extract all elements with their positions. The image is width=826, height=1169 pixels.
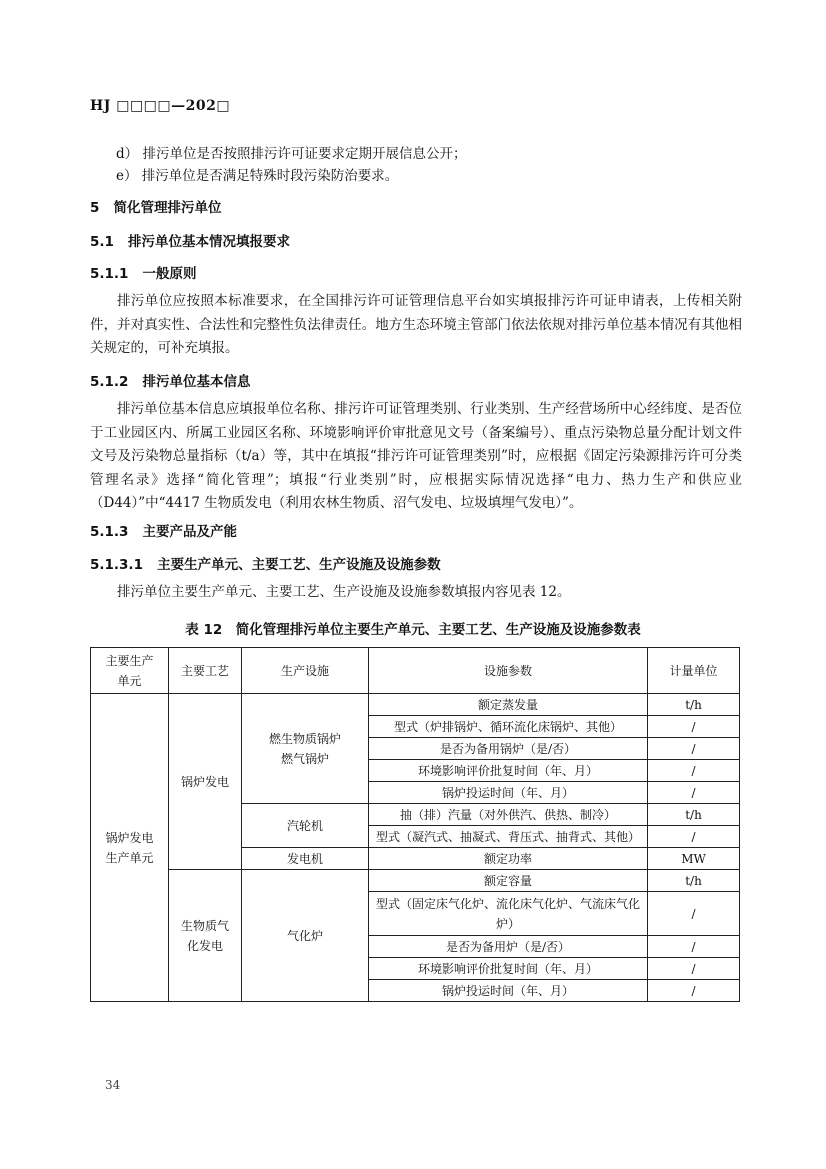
page-number: 34 bbox=[105, 1078, 121, 1092]
section-number: 5.1 bbox=[90, 234, 114, 250]
section-heading bbox=[90, 553, 441, 573]
section-title: 主要生产单元、主要工艺、生产设施及设施参数 bbox=[157, 557, 441, 573]
column-header: 主要生产单元 bbox=[91, 648, 169, 694]
facility-cell: 发电机 bbox=[242, 848, 369, 870]
section-heading bbox=[90, 230, 290, 250]
paragraph: 排污单位主要生产单元、主要工艺、生产设施及设施参数填报内容见表 12。 bbox=[117, 584, 571, 600]
column-header: 主要工艺 bbox=[169, 648, 242, 694]
parameter-cell: 锅炉投运时间（年、月） bbox=[369, 782, 648, 804]
parameter-cell: 额定容量 bbox=[369, 870, 648, 892]
unit-cell: t/h bbox=[648, 694, 740, 716]
unit-cell: / bbox=[648, 892, 740, 936]
section-heading bbox=[90, 262, 197, 282]
production-unit-cell: 锅炉发电生产单元 bbox=[91, 694, 169, 1002]
unit-cell: / bbox=[648, 716, 740, 738]
section-number: 5.1.1 bbox=[90, 266, 129, 282]
paragraph: 排污单位应按照本标准要求，在全国排污许可证管理信息平台如实填报排污许可证申请表，上传相关附件，并对真实性、合法性和完整性负法律责任。地方生态环境主管部门依法依规对排污单位基本情况有其他相关规定的，可补充填报。 bbox=[90, 293, 742, 356]
document-header: HJ □□□□—202□ bbox=[90, 98, 231, 114]
list-text: 排污单位是否满足特殊时段污染防治要求。 bbox=[141, 168, 399, 184]
list-text: 排污单位是否按照排污许可证要求定期开展信息公开； bbox=[142, 146, 467, 162]
unit-cell: / bbox=[648, 958, 740, 980]
unit-cell: / bbox=[648, 826, 740, 848]
table-row bbox=[91, 870, 740, 892]
parameter-cell: 额定蒸发量 bbox=[369, 694, 648, 716]
section-number: 5.1.3.1 bbox=[90, 557, 143, 573]
unit-cell: t/h bbox=[648, 870, 740, 892]
parameter-cell: 是否为备用炉（是/否） bbox=[369, 936, 648, 958]
list-item bbox=[116, 164, 398, 184]
parameter-cell: 额定功率 bbox=[369, 848, 648, 870]
section-title: 一般原则 bbox=[142, 266, 197, 282]
parameter-cell: 环境影响评价批复时间（年、月） bbox=[369, 760, 648, 782]
unit-cell: / bbox=[648, 738, 740, 760]
unit-cell: / bbox=[648, 980, 740, 1002]
unit-cell: / bbox=[648, 782, 740, 804]
unit-cell: / bbox=[648, 760, 740, 782]
unit-cell: / bbox=[648, 936, 740, 958]
section-title: 排污单位基本信息 bbox=[142, 374, 251, 390]
section-number: 5.1.2 bbox=[90, 374, 129, 390]
parameter-cell: 型式（固定床气化炉、流化床气化炉、气流床气化炉） bbox=[369, 892, 648, 936]
column-header: 设施参数 bbox=[369, 648, 648, 694]
section-number: 5.1.3 bbox=[90, 524, 129, 540]
column-header: 生产设施 bbox=[242, 648, 369, 694]
table-header-row bbox=[91, 648, 740, 694]
section-title: 主要产品及产能 bbox=[142, 524, 238, 540]
parameter-cell: 锅炉投运时间（年、月） bbox=[369, 980, 648, 1002]
list-marker: d） bbox=[116, 146, 139, 162]
unit-cell: MW bbox=[648, 848, 740, 870]
paragraph: 排污单位基本信息应填报单位名称、排污许可证管理类别、行业类别、生产经营场所中心经纬度、是否位于工业园区内、所属工业园区名称、环境影响评价审批意见文号（备案编号）、重点污染物总量分配计划文件文号及污染物总量指标（t/a）等，其中在填报“排污许可证管理类别”时，应根据《固定污染源排污许可分类管理名录》选择“简化管理”；填报“行业类别”时，应根据实际情况选择“电力、热力生产和供应业（D44）”中“4417 生物质发电（利用农林生物质、沼气发电、垃圾填埋气发电）”。 bbox=[90, 401, 742, 511]
list-marker: e） bbox=[116, 168, 138, 184]
facility-cell: 燃生物质锅炉燃气锅炉 bbox=[242, 694, 369, 804]
section-heading bbox=[90, 520, 237, 540]
section-heading bbox=[90, 370, 251, 390]
process-cell: 生物质气化发电 bbox=[169, 870, 242, 1002]
column-header: 计量单位 bbox=[648, 648, 740, 694]
list-item bbox=[116, 142, 466, 162]
parameter-cell: 型式（炉排锅炉、循环流化床锅炉、其他） bbox=[369, 716, 648, 738]
parameter-cell: 型式（凝汽式、抽凝式、背压式、抽背式、其他） bbox=[369, 826, 648, 848]
parameter-cell: 环境影响评价批复时间（年、月） bbox=[369, 958, 648, 980]
process-cell: 锅炉发电 bbox=[169, 694, 242, 870]
facility-parameter-table bbox=[90, 647, 740, 1002]
table-caption: 表 12 简化管理排污单位主要生产单元、主要工艺、生产设施及设施参数表 bbox=[185, 622, 641, 638]
unit-cell: t/h bbox=[648, 804, 740, 826]
parameter-cell: 抽（排）汽量（对外供汽、供热、制冷） bbox=[369, 804, 648, 826]
table-row bbox=[91, 694, 740, 716]
facility-cell: 气化炉 bbox=[242, 870, 369, 1002]
section-title: 简化管理排污单位 bbox=[113, 200, 222, 216]
section-number: 5 bbox=[90, 200, 100, 216]
facility-cell: 汽轮机 bbox=[242, 804, 369, 848]
parameter-cell: 是否为备用锅炉（是/否） bbox=[369, 738, 648, 760]
section-heading bbox=[90, 196, 222, 216]
section-title: 排污单位基本情况填报要求 bbox=[128, 234, 291, 250]
